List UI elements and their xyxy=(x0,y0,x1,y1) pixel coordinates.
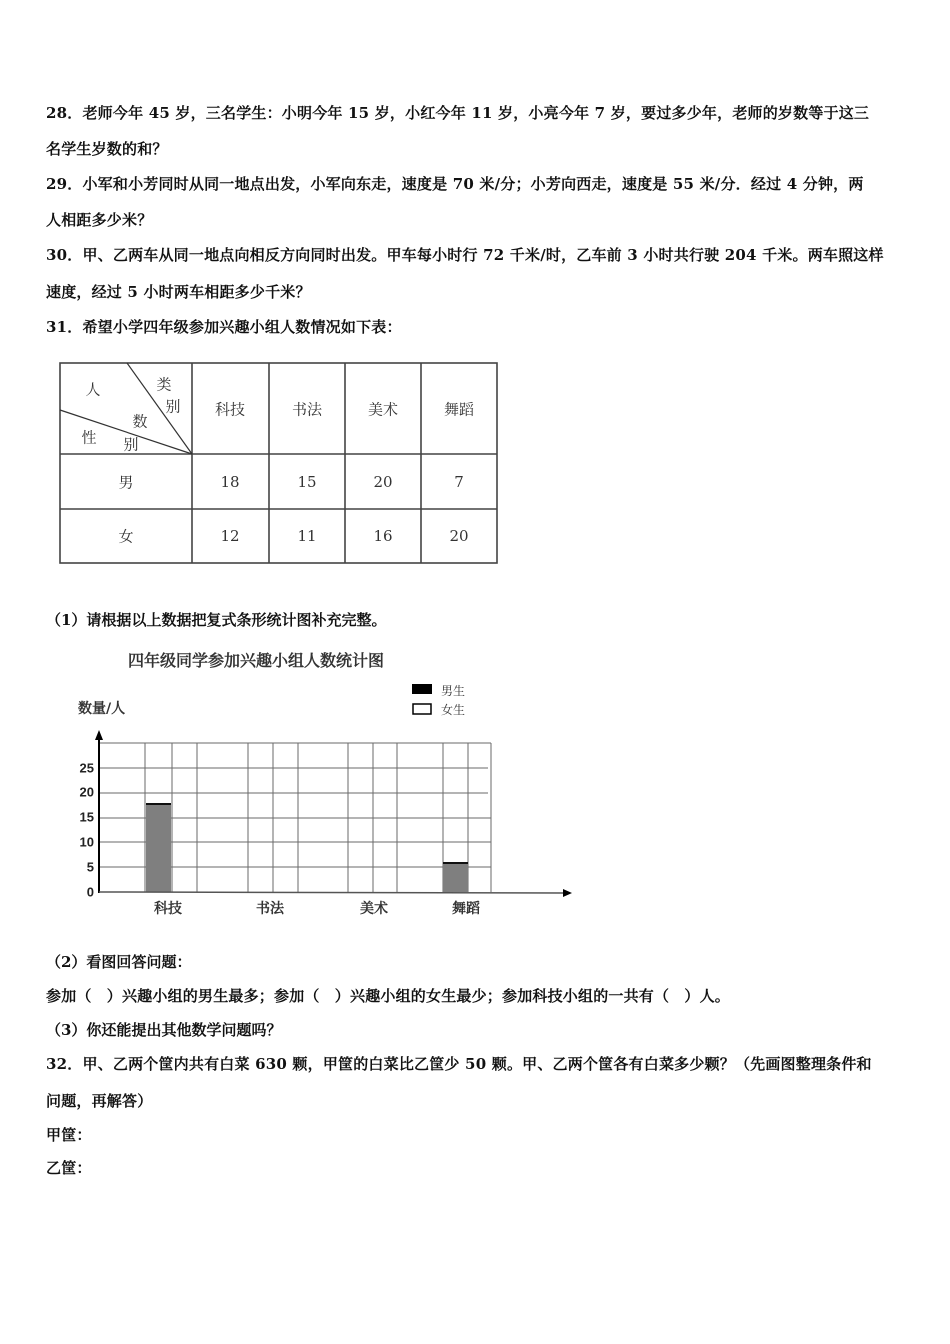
q30-line1: 30．甲、乙两车从同一地点向相反方向同时出发。甲车每小时行 72 千米/时，乙车前 3 小时共行驶 204 千米。两车照这样 xyxy=(46,246,884,264)
legend-male-label: 男生 xyxy=(441,684,466,698)
q28-line1: 28．老师今年 45 岁，三名学生：小明今年 15 岁，小红今年 11 岁，小亮今年 7 岁，要过多少年，老师的岁数等于这三 xyxy=(46,104,870,122)
corner-bie1: 别 xyxy=(165,397,181,416)
corner-ren: 人 xyxy=(85,380,101,399)
corner-bie2: 别 xyxy=(123,435,139,454)
legend-female-label: 女生 xyxy=(441,703,466,717)
legend-female-swatch xyxy=(413,704,431,714)
q32-line2: 问题，再解答） xyxy=(46,1092,153,1110)
q32-basket-a-label: 甲筐： xyxy=(46,1126,92,1144)
cell-female-meishu: 16 xyxy=(373,527,393,545)
y-tick-5: 5 xyxy=(86,859,94,875)
cell-female-wudao: 20 xyxy=(449,527,469,545)
x-cat-wudao: 舞蹈 xyxy=(452,901,480,917)
q29-line2: 人相距多少米？ xyxy=(46,211,153,229)
col-header-shufa: 书法 xyxy=(291,400,323,419)
q32-line1: 32．甲、乙两个筐内共有白菜 630 颗，甲筐的白菜比乙筐少 50 颗。甲、乙两个筐各有白菜多少颗？（先画图整理条件和 xyxy=(46,1055,872,1073)
q32-basket-b-label: 乙筐： xyxy=(46,1159,92,1177)
x-axis xyxy=(99,892,565,893)
q29-line1: 29．小军和小芳同时从同一地点出发，小军向东走，速度是 70 米/分；小芳向西走，速度是 55 米/分．经过 4 分钟，两 xyxy=(46,175,864,193)
cell-male-shufa: 15 xyxy=(297,473,317,491)
q31-part2: （2）看图回答问题： xyxy=(46,953,192,971)
x-cat-shufa: 书法 xyxy=(256,901,284,917)
col-header-wudao: 舞蹈 xyxy=(443,400,475,419)
y-tick-20: 20 xyxy=(79,784,94,800)
q30-line2: 速度，经过 5 小时两车相距多少千米？ xyxy=(46,283,311,301)
row-label-male: 男 xyxy=(118,473,134,492)
q31-part1: （1）请根据以上数据把复式条形统计图补充完整。 xyxy=(46,611,387,629)
x-cat-meishu: 美术 xyxy=(360,901,388,917)
cell-male-keji: 18 xyxy=(220,473,240,491)
y-tick-15: 15 xyxy=(79,809,94,825)
y-axis-label: 数量/人 xyxy=(78,701,126,717)
row-label-female: 女 xyxy=(118,527,134,546)
q31-part3: （3）你还能提出其他数学问题吗？ xyxy=(46,1021,282,1039)
y-tick-0: 0 xyxy=(86,884,94,900)
q31-intro: 31．希望小学四年级参加兴趣小组人数情况如下表： xyxy=(46,318,402,336)
corner-xing: 性 xyxy=(81,428,97,447)
y-axis-arrow-icon xyxy=(95,730,103,740)
col-header-keji: 科技 xyxy=(214,400,246,419)
chart-title: 四年级同学参加兴趣小组人数统计图 xyxy=(128,651,385,670)
cell-male-meishu: 20 xyxy=(373,473,393,491)
cell-male-wudao: 7 xyxy=(454,473,464,491)
x-axis-arrow-icon xyxy=(563,889,572,897)
q28-line2: 名学生岁数的和？ xyxy=(46,140,168,158)
q31-part2-text: 参加（ ）兴趣小组的男生最多；参加（ ）兴趣小组的女生最少；参加科技小组的一共有（ ）人。 xyxy=(46,987,731,1005)
cell-female-keji: 12 xyxy=(220,527,240,545)
cell-female-shufa: 11 xyxy=(297,527,317,545)
bar-male-wudao xyxy=(443,863,468,892)
y-tick-25: 25 xyxy=(79,760,94,776)
corner-lei: 类 xyxy=(156,375,172,394)
x-cat-keji: 科技 xyxy=(154,901,182,917)
corner-shu: 数 xyxy=(132,412,148,431)
col-header-meishu: 美术 xyxy=(367,400,399,419)
bar-male-keji xyxy=(146,804,171,892)
legend-male-swatch xyxy=(412,684,432,694)
y-tick-10: 10 xyxy=(79,834,94,850)
